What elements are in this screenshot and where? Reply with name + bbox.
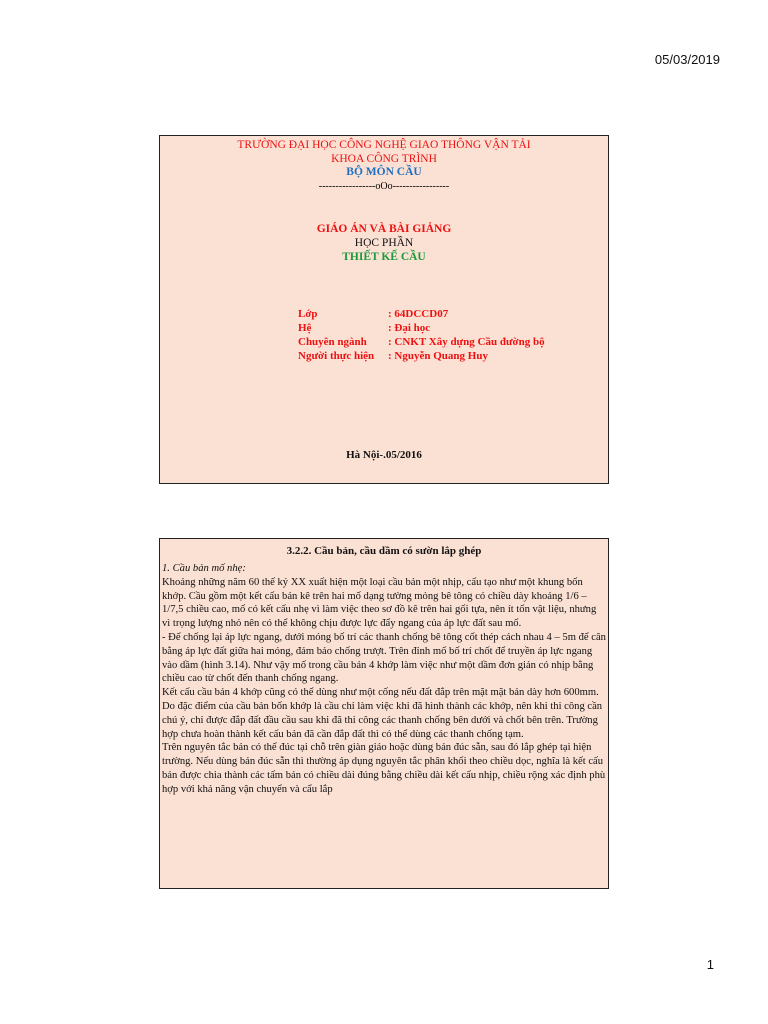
paragraph: - Để chống lại áp lực ngang, dưới móng bố trí các thanh chống bê tông cốt thép cách nhau 4 – 5m để cân bằng áp lực đất giữa hai móng, đảm bảo chống trượt. Trên đỉnh mố bố trí chốt để truyền áp lực ngang vào dầm (hình 3.14). Như vậy mố trong cầu bản 4 khớp làm việc như một dầm đơn giản có nhịp bằng chiều cao từ chốt đến thanh chống ngang. [162,631,606,685]
module-label: HỌC PHẦN [354,237,414,249]
info-value: : 64DCCD07 [388,308,449,320]
info-row-system [298,321,545,335]
section-heading: 3.2.2. Cầu bản, cầu dầm có sườn lắp ghép [286,545,482,557]
paragraph: Trên nguyên tắc bản có thể đúc tại chỗ trên giàn giáo hoặc dùng bản đúc sẵn, sau đó lắp ghép tại hiện trường. Nếu dùng bản đúc sẵn thì thường áp dụng nguyên tắc phân khối theo chiều dọc, nghĩa là kết cấu bản được chia thành các tấm bản có chiều dài đúng bằng chiều dài kết cấu nhịp, chiều rộng xác định phù hợp với khả năng vận chuyển và cẩu lắp [162,742,606,795]
document-type: GIÁO ÁN VÀ BÀI GIẢNG [316,223,452,235]
course-title: THIẾT KẾ CẦU [342,251,426,263]
paragraph: Kết cấu cầu bản 4 khớp cũng có thể dùng như một cống nếu đất đắp trên mặt mặt bản dày hơn 600mm. Do đặc điểm của cầu bản bốn khớp là cầu chỉ làm việc khi đã hình thành các khớp, nên khi thi công cần chú ý, chỉ được đắp đất đầu cầu sau khi đã thi công các thanh chống bên dưới và chốt bên trên. Trường hợp chưa hoàn thành kết cấu bản đã cần đắp đất thì có thể dùng các thanh chống tạm. [162,687,603,740]
paragraph: Khoảng những năm 60 thế kỷ XX xuất hiện một loại cầu bản một nhịp, cấu tạo như một khung bốn khớp. Cầu gồm một kết cấu bản kê trên hai mố dạng tường mỏng bê tông có chiều dày khoảng 1/6 – 1/7,5 chiều cao, mố có kết cấu nhẹ vì làm việc theo sơ đồ kê trên hai gối tựa, nên ít tốn vật liệu, nhưng vì trọng lượng nhỏ nên có thể không chịu được lực đẩy ngang của áp lực đất sau mố. [162,576,597,630]
faculty-name: KHOA CÔNG TRÌNH [331,153,437,165]
page-number: 1 [706,957,714,972]
section-body [162,562,606,797]
info-label: Người thực hiện [298,350,375,362]
content-slide [159,538,609,889]
section-subheading: 1. Cầu bản mố nhẹ: [162,563,246,574]
info-row-class [298,307,545,321]
info-label: Hệ [298,322,312,334]
info-value: : Nguyễn Quang Huy [388,350,488,362]
department-name: BỘ MÔN CẦU [346,166,422,178]
place-date: Hà Nội-.05/2016 [346,449,422,461]
info-label: Chuyên ngành [298,336,367,348]
info-value: : Đại học [388,322,431,334]
header-date: 05/03/2019 [654,52,720,67]
title-slide [159,135,609,484]
info-value: : CNKT Xây dựng Cầu đường bộ [388,336,545,348]
info-table [298,307,545,363]
info-label: Lớp [298,308,318,320]
separator: -----------------oOo----------------- [318,181,450,192]
university-name: TRƯỜNG ĐẠI HỌC CÔNG NGHỆ GIAO THÔNG VẬN TẢI [237,139,531,151]
info-row-author [298,349,545,363]
info-row-major [298,335,545,349]
